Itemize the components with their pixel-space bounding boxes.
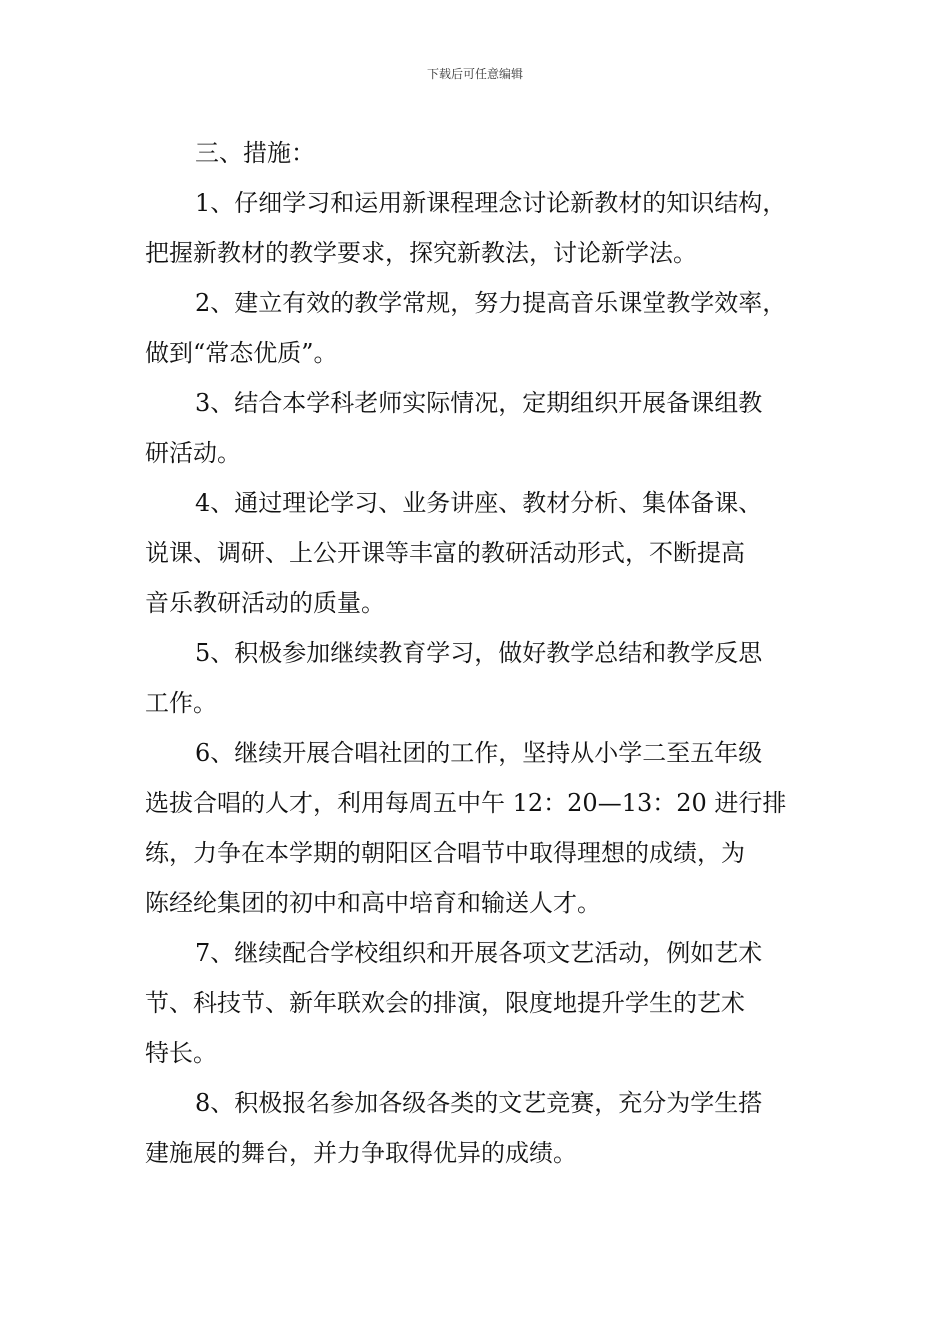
measure-line: 8、积极报名参加各级各类的文艺竞赛，充分为学生搭 [195,1089,763,1117]
measures-list [145,178,835,1178]
measure-line: 节、科技节、新年联欢会的排演，限度地提升学生的艺术 [145,989,745,1017]
measure-item [145,628,835,728]
measure-line: 5、积极参加继续教育学习，做好教学总结和教学反思 [195,639,763,667]
measure-item [145,1078,835,1178]
measure-item [145,478,835,628]
measure-line: 1、仔细学习和运用新课程理念讨论新教材的知识结构， [195,189,787,217]
measure-line: 选拔合唱的人才，利用每周五中午 12：20—13：20 进行排 [145,789,787,817]
measure-line: 研活动。 [145,439,241,467]
measure-line: 6、继续开展合唱社团的工作，坚持从小学二至五年级 [195,739,763,767]
measure-item [145,378,835,478]
measure-line: 特长。 [145,1039,217,1067]
measure-line: 陈经纶集团的初中和高中培育和输送人才。 [145,889,601,917]
measure-item [145,178,835,278]
document-body [145,128,835,1178]
measure-line: 3、结合本学科老师实际情况，定期组织开展备课组教 [195,389,763,417]
measure-line: 工作。 [145,689,217,717]
measure-line: 做到“常态优质”。 [145,339,338,367]
measure-line: 音乐教研活动的质量。 [145,589,385,617]
section-heading: 三、措施： [195,139,315,167]
measure-line: 说课、调研、上公开课等丰富的教研活动形式，不断提高 [145,539,745,567]
measure-line: 练，力争在本学期的朝阳区合唱节中取得理想的成绩，为 [145,839,745,867]
measure-line: 建施展的舞台，并力争取得优异的成绩。 [145,1139,577,1167]
measure-line: 4、通过理论学习、业务讲座、教材分析、集体备课、 [195,489,763,517]
measure-line: 2、建立有效的教学常规，努力提高音乐课堂教学效率， [195,289,787,317]
measure-item [145,278,835,378]
measure-line: 7、继续配合学校组织和开展各项文艺活动，例如艺术 [195,939,763,967]
measure-item [145,928,835,1078]
page-header-note: 下载后可任意编辑 [426,67,523,81]
measure-line: 把握新教材的教学要求，探究新教法，讨论新学法。 [145,239,697,267]
measure-item [145,728,835,928]
